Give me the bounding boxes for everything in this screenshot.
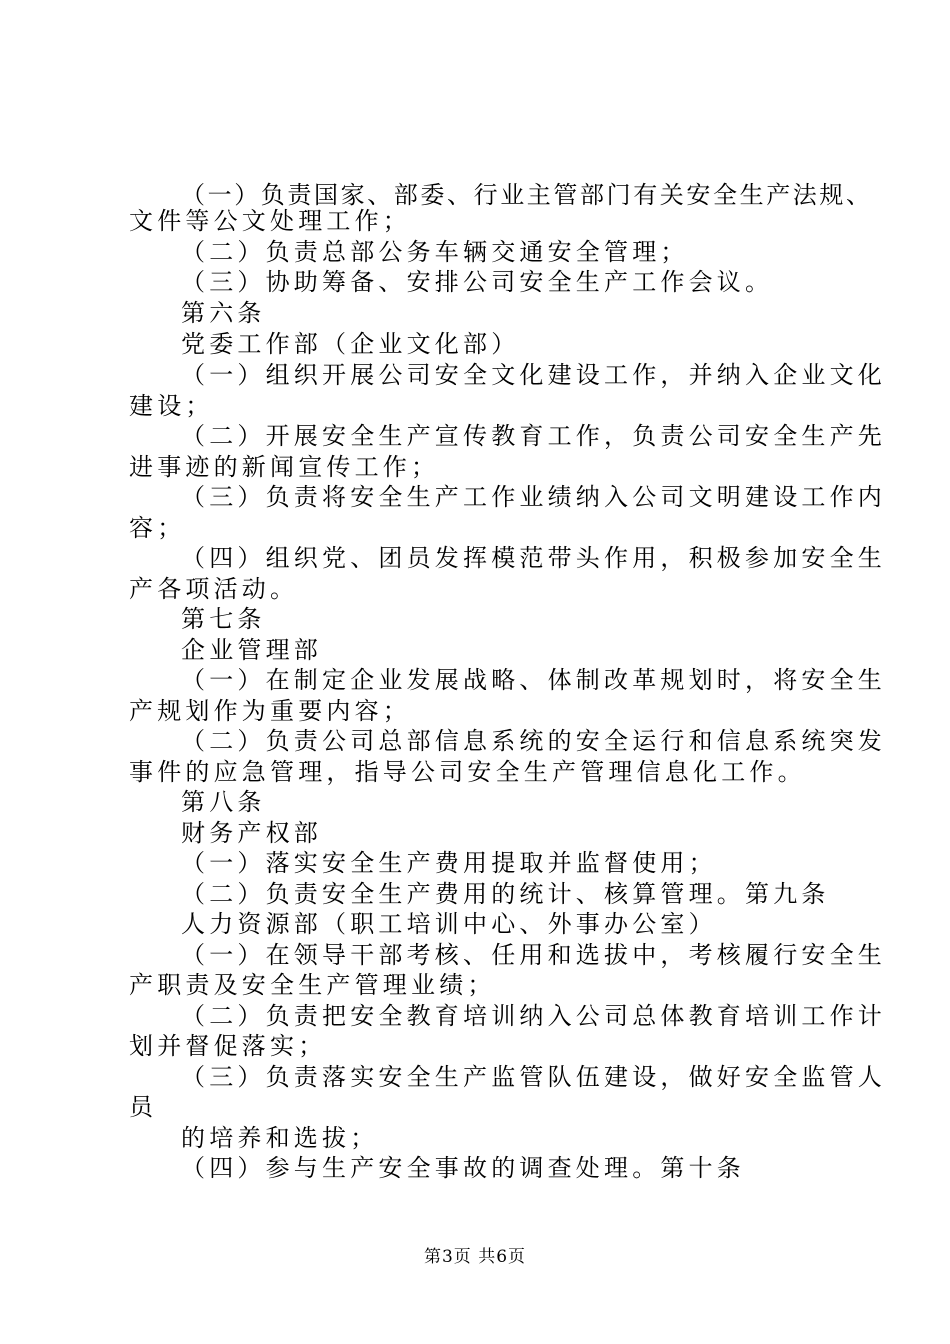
text-line: 的培养和选拔；	[181, 1124, 379, 1152]
text-line: （二）开展安全生产宣传教育工作，负责公司安全生产先	[181, 422, 886, 450]
text-line: 第八条	[181, 788, 266, 816]
text-line: （二）负责安全生产费用的统计、核算管理。第九条	[181, 880, 830, 908]
text-line: （四）参与生产安全事故的调查处理。第十条	[181, 1154, 745, 1182]
text-line: （一）落实安全生产费用提取并监督使用；	[181, 849, 717, 877]
text-line: （三）负责落实安全生产监管队伍建设，做好安全监管人	[181, 1063, 886, 1091]
text-line: 财务产权部	[181, 819, 322, 847]
text-line: 党委工作部（企业文化部）	[181, 330, 520, 358]
text-line: （一）在领导干部考核、任用和选拔中，考核履行安全生	[181, 941, 886, 969]
text-line: 文件等公文处理工作；	[129, 207, 411, 235]
text-line: 企业管理部	[181, 636, 322, 664]
text-line: （二）负责公司总部信息系统的安全运行和信息系统突发	[181, 727, 886, 755]
text-line: 产各项活动。	[129, 575, 299, 603]
text-line: 人力资源部（职工培训中心、外事办公室）	[181, 910, 717, 938]
text-line: 第六条	[181, 299, 266, 327]
text-line: （一）负责国家、部委、行业主管部门有关安全生产法规、	[181, 181, 873, 209]
text-line: 第七条	[181, 605, 266, 633]
text-line: 划并督促落实；	[129, 1032, 327, 1060]
text-line: 产职责及安全生产管理业绩；	[129, 971, 496, 999]
text-line: 建设；	[129, 392, 214, 420]
text-line: 进事迹的新闻宣传工作；	[129, 453, 440, 481]
text-line: （一）组织开展公司安全文化建设工作，并纳入企业文化	[181, 361, 886, 389]
text-line: （一）在制定企业发展战略、体制改革规划时，将安全生	[181, 666, 886, 694]
text-line: （三）协助筹备、安排公司安全生产工作会议。	[181, 268, 774, 296]
text-line: （二）负责把安全教育培训纳入公司总体教育培训工作计	[181, 1002, 886, 1030]
text-line: （三）负责将安全生产工作业绩纳入公司文明建设工作内	[181, 483, 886, 511]
text-line: （二）负责总部公务车辆交通安全管理；	[181, 238, 689, 266]
page-footer: 第3页 共6页	[423, 1247, 527, 1267]
text-line: 容；	[129, 514, 186, 542]
text-line: 员	[129, 1093, 158, 1121]
text-line: 产规划作为重要内容；	[129, 697, 411, 725]
text-line: （四）组织党、团员发挥模范带头作用，积极参加安全生	[181, 544, 886, 572]
text-line: 事件的应急管理，指导公司安全生产管理信息化工作。	[129, 758, 806, 786]
